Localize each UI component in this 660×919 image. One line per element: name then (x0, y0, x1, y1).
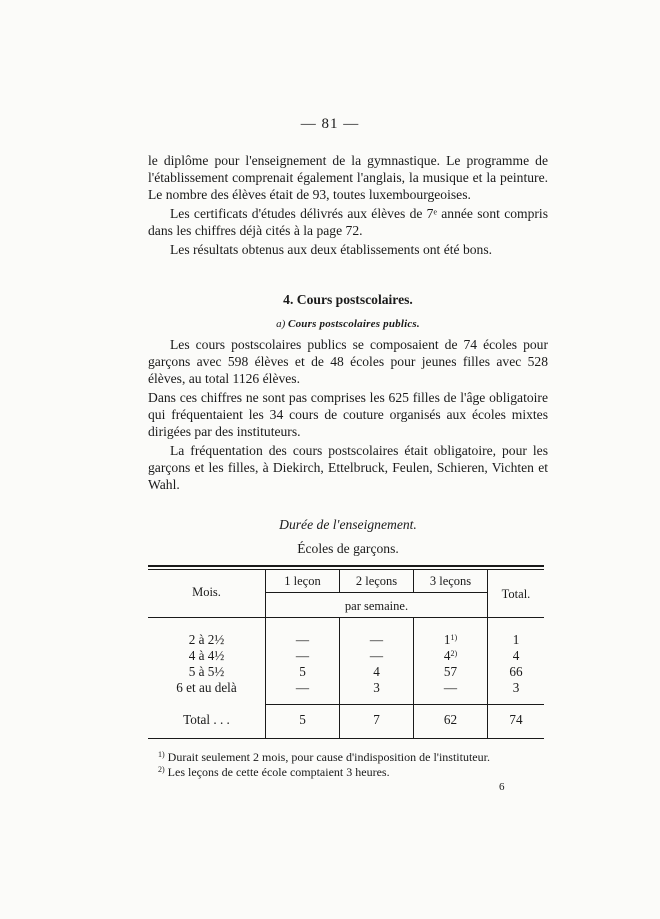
row-3-c3: 57 (443, 664, 458, 679)
table-top-rule-thin (148, 569, 544, 570)
row-2-c3-value: 4 (443, 648, 451, 663)
table-caption: Durée de l'enseignement. (279, 517, 417, 532)
subheading-letter: a) (276, 318, 286, 330)
paragraph-composition: Les cours postscolaires publics se composaient de 74 écoles pour garçons avec 598 élèves et de 48 écoles pour jeunes filles avec 528 élèves, au total 1126 élèves. (148, 337, 548, 386)
total-label: Total . . . (183, 712, 230, 727)
row-2-c1: — (295, 648, 310, 663)
page-number: — 81 — (300, 116, 360, 132)
row-3-c1: 5 (299, 664, 306, 679)
table-header-mid-rule (265, 592, 487, 593)
footnote-2-text: Les leçons de cette école comptaient 3 heures. (167, 765, 390, 779)
footnote-2-mark: 2) (158, 765, 165, 774)
paragraph-gymnastics: le diplôme pour l'enseignement de la gymnastique. Le programme de l'établissement comprenait également l'anglais, la musique et la peinture. Le nombre des élèves était de 93, toutes luxembourgeoises. (148, 153, 548, 202)
row-1-label: 2 à 2½ (188, 632, 225, 647)
row-4-c3: — (443, 680, 458, 695)
subheading-text: Cours postscolaires publics. (288, 318, 420, 330)
row-2-total: 4 (512, 648, 520, 663)
header-3-lecons: 3 leçons (429, 574, 472, 588)
header-total: Total. (501, 587, 531, 601)
intro-text (148, 152, 548, 258)
row-1-c1: — (295, 632, 310, 647)
row-3-label: 5 à 5½ (188, 664, 225, 679)
subheading (148, 318, 548, 330)
row-1-c3-value: 1 (443, 632, 451, 647)
footnote-2 (158, 765, 558, 780)
row-2-c3 (414, 648, 487, 664)
footnote-1-mark: 1) (158, 750, 165, 759)
signature-mark: 6 (499, 781, 505, 793)
header-par-semaine: par semaine. (344, 599, 409, 613)
row-2-c3-note: 2) (450, 649, 458, 658)
table-subcaption: Écoles de garçons. (297, 541, 399, 556)
postscolaires-text (148, 336, 548, 493)
row-1-c3-note: 1) (450, 633, 458, 642)
footnote-1 (158, 750, 558, 765)
header-mois: Mois. (192, 585, 221, 599)
row-1-c2: — (369, 632, 384, 647)
row-2-label: 4 à 4½ (188, 648, 225, 663)
table-top-rule (148, 565, 544, 567)
row-2-c2: — (369, 648, 384, 663)
row-4-total: 3 (512, 680, 520, 695)
paragraph-frequentation: La fréquentation des cours postscolaires était obligatoire, pour les garçons et les filles, à Diekirch, Ettelbruck, Feulen, Schieren, Vichten et Wahl. (148, 443, 548, 492)
table-header-bottom-rule (148, 617, 544, 618)
row-4-c1: — (295, 680, 310, 695)
table-total-rule (265, 704, 544, 705)
header-2-lecons: 2 leçons (355, 574, 398, 588)
section-heading: 4. Cours postscolaires. (283, 292, 413, 307)
row-1-c3 (414, 632, 487, 648)
footnote-1-text: Durait seulement 2 mois, pour cause d'indisposition de l'instituteur. (167, 750, 490, 764)
row-1-total: 1 (512, 632, 520, 647)
total-c3: 62 (443, 712, 458, 727)
row-4-label: 6 et au delà (176, 680, 237, 695)
paragraph-results: Les résultats obtenus aux deux établissements ont été bons. (170, 242, 493, 257)
row-3-c2: 4 (373, 664, 380, 679)
total-grand: 74 (509, 712, 523, 727)
paragraph-certificates: Les certificats d'études délivrés aux élèves de 7ᵉ année sont compris dans les chiffres déjà cités à la page 72. (148, 206, 548, 238)
row-4-c2: 3 (373, 680, 380, 695)
total-c1: 5 (299, 712, 306, 727)
paragraph-couture: Dans ces chiffres ne sont pas comprises les 625 filles de l'âge obligatoire qui fréquentaient les 34 cours de couture organisés aux écoles mixtes dirigées par des instituteurs. (148, 390, 548, 439)
row-3-total: 66 (509, 664, 523, 679)
header-1-lecon: 1 leçon (284, 574, 321, 588)
total-c2: 7 (373, 712, 380, 727)
table-bottom-rule (148, 738, 544, 739)
